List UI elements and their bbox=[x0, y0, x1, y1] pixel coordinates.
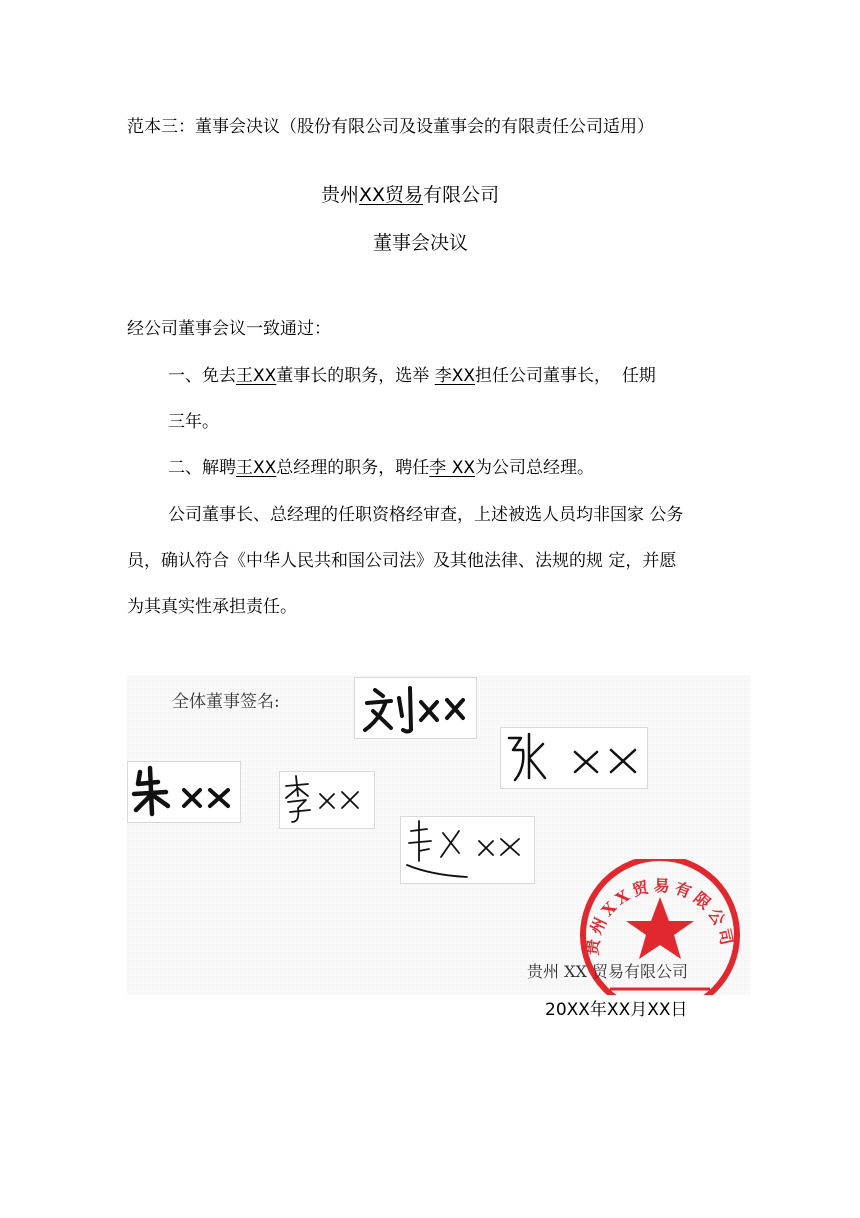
item2-text-c: 为公司总经理。 bbox=[475, 458, 594, 478]
resolution-item-1 bbox=[168, 364, 656, 388]
company-title bbox=[321, 182, 499, 208]
signature-zhang bbox=[500, 727, 648, 789]
item2-name-dismissed: 王XX bbox=[236, 458, 277, 478]
doc-title: 董事会决议 bbox=[373, 232, 469, 254]
signature-label: 全体董事签名: bbox=[172, 692, 280, 712]
signature-area bbox=[127, 675, 750, 995]
signature-liu bbox=[354, 677, 477, 739]
company-suffix: 有限公司 bbox=[423, 184, 500, 206]
header-note: 范本三：董事会决议（股份有限公司及设董事会的有限责任公司适用） bbox=[127, 117, 654, 137]
item2-name-appointed: 李 XX bbox=[429, 458, 475, 478]
signature-zhao bbox=[400, 816, 535, 884]
item1-text-c: 担任公司董事长， bbox=[475, 366, 611, 386]
company-prefix: 贵州 bbox=[321, 184, 360, 206]
seal-text: 贵州XX贸易有限公司 bbox=[582, 875, 738, 957]
resolution-item-2 bbox=[168, 456, 594, 480]
footer-company: 贵州 XX 贸易有限公司 bbox=[527, 962, 688, 981]
signature-zhu bbox=[127, 761, 241, 823]
item1-text-b: 董事长的职务，选举 bbox=[276, 366, 430, 386]
item1-text-a: 一、免去 bbox=[168, 366, 236, 386]
qualification-line-1: 公司董事长、总经理的任职资格经审查，上述被选人员均非国家 公务 bbox=[168, 505, 684, 525]
item2-text-a: 二、解聘 bbox=[168, 458, 236, 478]
item1-text-d: 任期 bbox=[621, 366, 656, 386]
item1-name-elected: 李XX bbox=[434, 366, 475, 386]
resolution-item-1-cont: 三年。 bbox=[168, 412, 219, 432]
qualification-line-2: 员，确认符合《中华人民共和国公司法》及其他法律、法规的规 定，并愿 bbox=[127, 551, 677, 571]
qualification-line-3: 为其真实性承担责任。 bbox=[127, 597, 297, 617]
company-name-underlined: XX贸易 bbox=[359, 184, 424, 206]
footer-date: 20XX年XX月XX日 bbox=[545, 1000, 688, 1020]
intro-text: 经公司董事会议一致通过： bbox=[127, 319, 331, 339]
star-icon bbox=[626, 897, 694, 959]
item2-text-b: 总经理的职务，聘任 bbox=[276, 458, 430, 478]
item1-name-removed: 王XX bbox=[236, 366, 277, 386]
signature-li bbox=[279, 771, 375, 829]
